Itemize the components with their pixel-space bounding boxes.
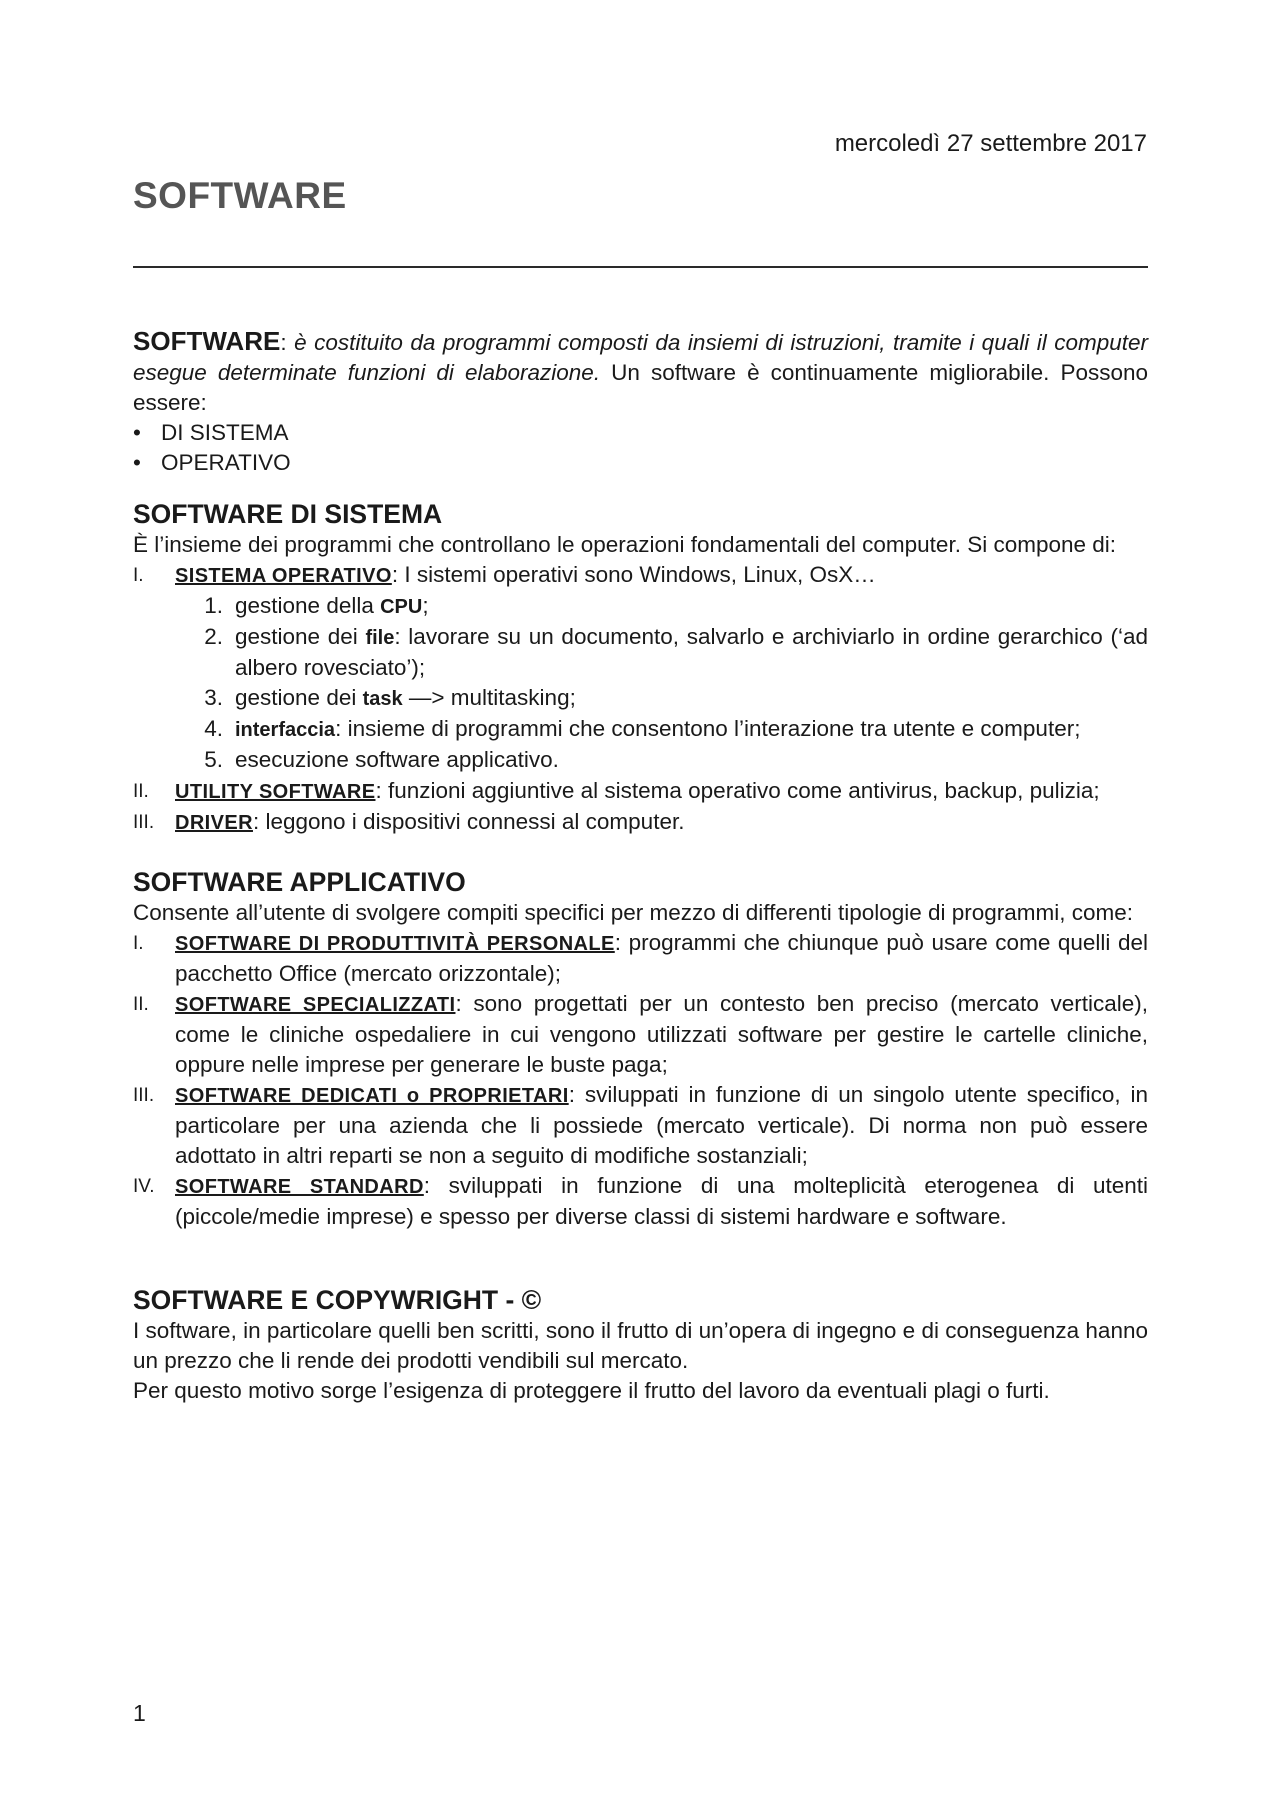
list-number: 3. (204, 685, 223, 710)
list-item: 3. gestione dei task —> multitasking; (133, 683, 1148, 714)
intro-colon: : (280, 330, 287, 355)
list-term: SISTEMA OPERATIVO (175, 565, 392, 587)
list-term: DRIVER (175, 812, 253, 834)
section-heading-copyright: SOFTWARE E COPYWRIGHT - © (133, 1285, 542, 1315)
list-term: UTILITY SOFTWARE (175, 781, 376, 803)
document-body (133, 326, 1148, 1406)
sistema-list-continued (133, 776, 1148, 838)
list-number: III. (133, 1085, 155, 1106)
intro-rest: Un software è continuamente migliorabile. Possono essere: (133, 360, 1148, 415)
page-title: SOFTWARE (133, 175, 347, 216)
page-number: 1 (133, 1700, 146, 1726)
list-number: 4. (204, 716, 223, 741)
list-term: SOFTWARE SPECIALIZZATI (175, 994, 456, 1016)
list-number: 5. (204, 747, 223, 772)
list-number: 2. (204, 624, 223, 649)
list-number: IV. (133, 1176, 155, 1197)
intro-term: SOFTWARE (133, 326, 281, 356)
list-item: 5. esecuzione software applicativo. (133, 745, 1148, 776)
list-item (133, 928, 1148, 989)
list-item: 1. gestione della CPU; (133, 591, 1148, 622)
intro-definition: è costituito da programmi composti da insiemi di istruzioni, tramite i quali il computer esegue determinate funzioni di elaborazione. (133, 330, 1148, 385)
list-text: : programmi che chiunque può usare come quelli del pacchetto Office (mercato orizzontale); (175, 930, 1149, 986)
list-number: I. (133, 933, 144, 954)
sistema-paragraph: È l’insieme dei programmi che controllano le operazioni fondamentali del computer. Si compone di: (133, 532, 1117, 557)
applicativo-paragraph: Consente all’utente di svolgere compiti specifici per mezzo di differenti tipologie di programmi, come: (133, 900, 1134, 925)
list-item (133, 776, 1148, 807)
sistema-operativo-sublist (133, 591, 1148, 776)
title-divider (133, 266, 1148, 268)
list-item: • OPERATIVO (133, 448, 1148, 478)
list-item (133, 1171, 1148, 1232)
list-text: : sviluppati in funzione di un singolo utente specifico, in particolare per una azienda che li possiede (mercato verticale). Di norma non può essere adottato in altri reparti se non a seguito di modifiche sostanziali; (175, 1082, 1148, 1168)
list-number: 1. (204, 593, 223, 618)
list-item (133, 560, 1148, 591)
list-text: : funzioni aggiuntive al sistema operativo come antivirus, backup, pulizia; (375, 778, 1100, 803)
list-item: 2. gestione dei file: lavorare su un documento, salvarlo e archiviarlo in ordine gerarchico (‘ad albero rovesciato’); (133, 622, 1148, 683)
document-date: mercoledì 27 settembre 2017 (834, 130, 1147, 157)
list-item: • DI SISTEMA (133, 418, 1148, 448)
list-text: : leggono i dispositivi connessi al computer. (252, 809, 685, 834)
list-term: SOFTWARE STANDARD (175, 1176, 424, 1198)
list-number: II. (133, 781, 149, 802)
applicativo-list (133, 928, 1148, 1232)
section-heading-applicativo: SOFTWARE APPLICATIVO (133, 867, 466, 897)
list-term: SOFTWARE DI PRODUTTIVITÀ PERSONALE (175, 933, 615, 955)
copyright-paragraph-1: I software, in particolare quelli ben scritti, sono il frutto di un’opera di ingegno e di conseguenza hanno un prezzo che li rende dei prodotti vendibili sul mercato. (133, 1318, 1148, 1373)
list-number: III. (133, 812, 155, 833)
list-number: II. (133, 994, 149, 1015)
intro-bullet-list (133, 418, 1148, 478)
section-heading-sistema: SOFTWARE DI SISTEMA (133, 499, 443, 529)
list-term: SOFTWARE DEDICATI o PROPRIETARI (175, 1085, 569, 1107)
list-item: 4. interfaccia: insieme di programmi che consentono l’interazione tra utente e computer; (133, 714, 1148, 745)
list-text: : I sistemi operativi sono Windows, Linux, OsX… (391, 562, 876, 587)
list-number: I. (133, 565, 144, 586)
list-item (133, 1080, 1148, 1171)
intro-paragraph (133, 326, 1148, 418)
list-text: : sviluppati in funzione di una molteplicità eterogenea di utenti (piccole/medie imprese) e spesso per diverse classi di sistemi hardware e software. (175, 1173, 1148, 1229)
list-item (133, 807, 1148, 838)
copyright-paragraph-2: Per questo motivo sorge l’esigenza di proteggere il frutto del lavoro da eventuali plagi o furti. (133, 1378, 1050, 1403)
list-text: : sono progettati per un contesto ben preciso (mercato verticale), come le cliniche ospedaliere in cui vengono utilizzati software per gestire le cartelle cliniche, oppure nelle imprese per generare le buste paga; (175, 991, 1149, 1077)
sistema-list (133, 560, 1148, 591)
list-item (133, 989, 1148, 1080)
